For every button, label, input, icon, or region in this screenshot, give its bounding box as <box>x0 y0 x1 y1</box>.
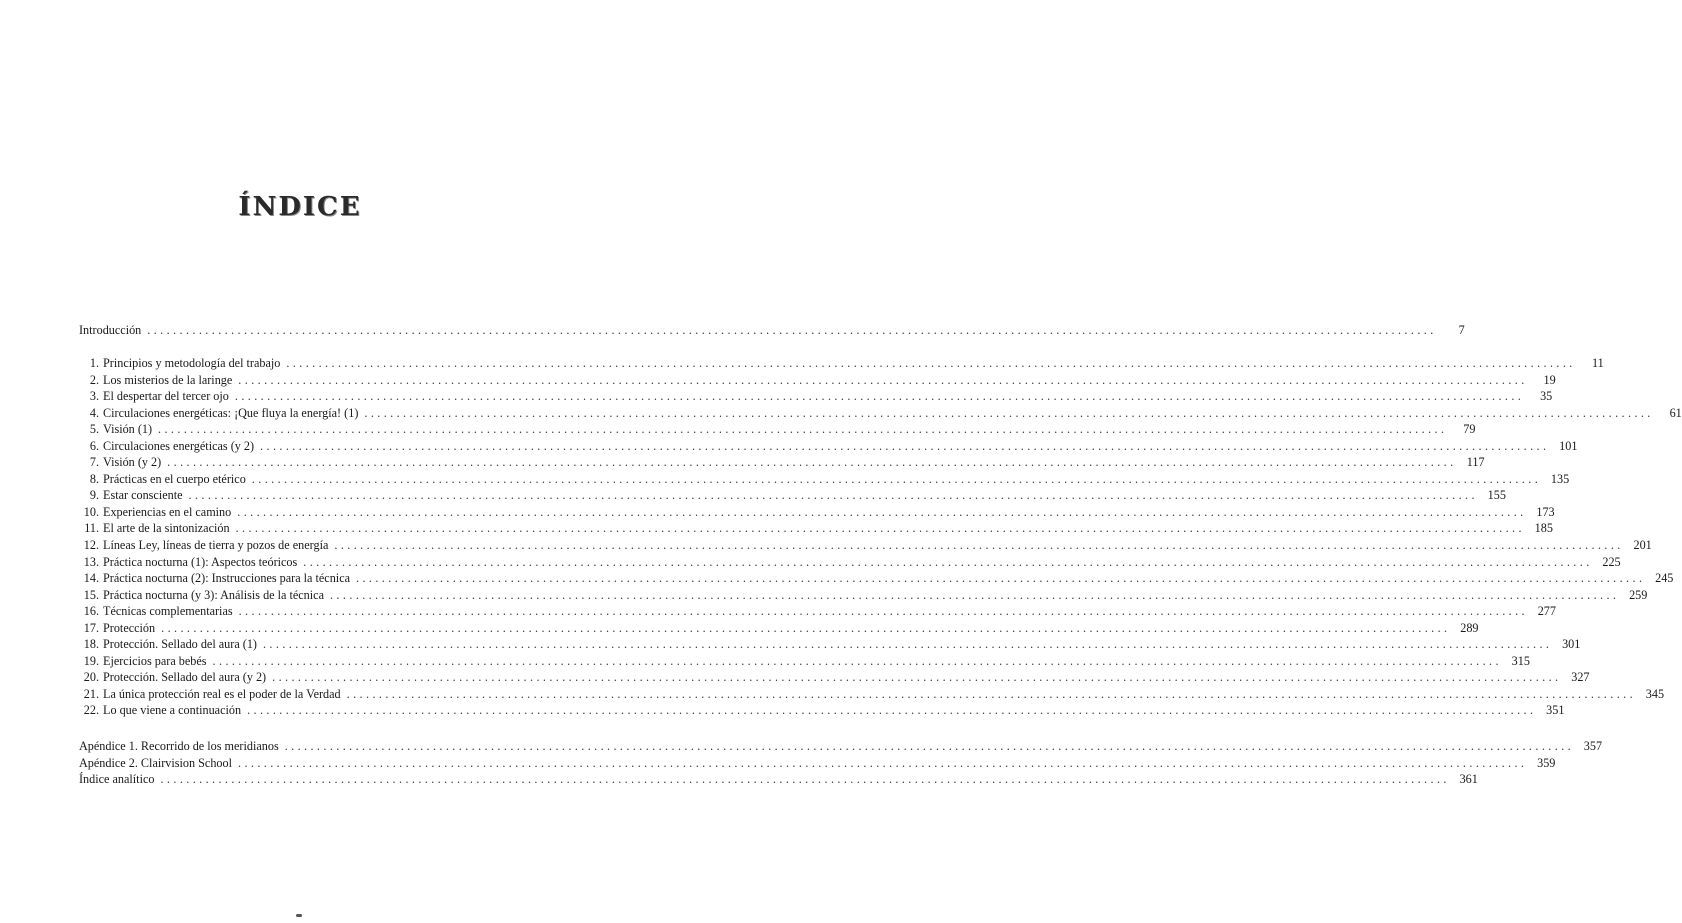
leader-dots: ........................................................................................................................................................................................................ <box>238 604 1528 619</box>
toc-entry-number: 3. <box>89 389 99 404</box>
toc-entry-label: El arte de la sintonización <box>103 521 230 536</box>
leader-dots: ........................................................................................................................................................................................................ <box>247 703 1537 718</box>
toc-entry-label: Introducción <box>79 323 142 337</box>
toc-entry-label: Estar consciente <box>103 488 183 503</box>
leader-dots: ........................................................................................................................................................................................................ <box>158 422 1448 437</box>
toc-entry-page: 79 <box>1463 422 1476 437</box>
toc-entry-page: 19 <box>1543 372 1556 387</box>
toc-entry-label: Circulaciones energéticas: ¡Que fluya la energía! (1) <box>103 405 359 420</box>
leader-dots: ........................................................................................................................................................................................................ <box>235 521 1525 536</box>
toc-entry <box>79 603 1556 620</box>
toc-entry-label: Experiencias en el camino <box>103 504 232 519</box>
toc-entry-page: 359 <box>1537 755 1556 770</box>
toc-entry-page: 101 <box>1559 438 1578 453</box>
toc-entry-number: 11. <box>84 521 99 536</box>
toc-entry-page: 301 <box>1562 637 1581 652</box>
toc-entry <box>79 702 1565 719</box>
toc-entry-label: Visión (1) <box>103 422 153 437</box>
toc-entry-page: 185 <box>1534 521 1553 536</box>
page-title: ÍNDICE <box>238 192 362 222</box>
toc-entry-number: 10. <box>83 504 99 519</box>
toc-appendices <box>79 738 1603 788</box>
toc-entry-page: 11 <box>1592 356 1604 370</box>
leader-dots: ........................................................................................................................................................................................................ <box>212 653 1502 668</box>
toc-entry-number: 19. <box>83 653 99 668</box>
toc-entry-page: 361 <box>1459 772 1478 787</box>
toc-entry-page: 277 <box>1537 604 1556 619</box>
toc-entry <box>79 669 1590 686</box>
toc-chapters <box>79 355 1682 719</box>
toc-entry-label: Práctica nocturna (y 3): Análisis de la técnica <box>103 587 324 602</box>
toc-entry-page: 35 <box>1540 389 1553 404</box>
toc-entry-label: La única protección real es el poder de la Verdad <box>103 686 341 701</box>
toc-entry-label: Práctica nocturna (2): Instrucciones para la técnica <box>103 571 351 586</box>
toc-intro <box>79 322 1465 339</box>
toc-entry <box>79 738 1603 755</box>
toc-entry <box>79 570 1674 587</box>
leader-dots: ........................................................................................................................................................................................................ <box>160 772 1450 787</box>
toc-entry-page: 345 <box>1645 686 1665 701</box>
toc-entry-label: Protección <box>103 620 156 635</box>
toc-entry-label: Práctica nocturna (1): Aspectos teóricos <box>103 554 298 569</box>
toc-entry-page: 61 <box>1669 405 1682 420</box>
toc-entry <box>79 355 1604 372</box>
toc-entry-label: Líneas Ley, líneas de tierra y pozos de energía <box>103 538 329 553</box>
toc-entry-page: 155 <box>1487 488 1506 503</box>
leader-dots: ........................................................................................................................................................................................................ <box>238 372 1528 387</box>
leader-dots: ........................................................................................................................................................................................................ <box>260 438 1550 453</box>
toc-entry-number: 4. <box>89 405 99 420</box>
leader-dots: ........................................................................................................................................................................................................ <box>284 739 1575 753</box>
toc-entry-label: El despertar del tercer ojo <box>103 389 229 404</box>
toc-entry-page: 135 <box>1550 471 1570 486</box>
toc-entry <box>79 520 1553 537</box>
toc-entry <box>79 322 1465 339</box>
toc-entry-page: 351 <box>1546 703 1565 718</box>
toc-entry-page: 201 <box>1633 538 1652 553</box>
leader-dots: ........................................................................................................................................................................................................ <box>364 405 1654 420</box>
toc-entry-page: 117 <box>1466 455 1485 470</box>
toc-entry <box>79 636 1581 653</box>
toc-entry <box>79 388 1553 405</box>
toc-entry-page: 225 <box>1602 554 1621 569</box>
toc-entry-number: 15. <box>83 587 99 602</box>
toc-entry <box>79 438 1578 455</box>
toc-entry-page: 259 <box>1629 587 1648 602</box>
leader-dots: ........................................................................................................................................................................................................ <box>346 686 1637 701</box>
toc-entry-number: 2. <box>89 372 99 387</box>
leader-dots: ........................................................................................................................................................................................................ <box>303 554 1593 569</box>
toc-entry-number: 14. <box>83 571 99 586</box>
toc-entry <box>79 554 1621 571</box>
toc-entry-label: Principios y metodología del trabajo <box>103 356 281 370</box>
leader-dots: ........................................................................................................................................................................................................ <box>167 455 1457 470</box>
leader-dots: ........................................................................................................................................................................................................ <box>272 670 1562 685</box>
leader-dots: ........................................................................................................................................................................................................ <box>238 755 1528 770</box>
toc-entry-number: 18. <box>83 637 99 652</box>
toc-entry <box>79 653 1530 670</box>
toc-entry-number: 22. <box>83 703 99 718</box>
toc-entry <box>79 771 1478 788</box>
toc-entry-label: Ejercicios para bebés <box>103 653 207 668</box>
toc-entry-page: 357 <box>1583 739 1603 753</box>
toc-entry-number: 9. <box>89 488 99 503</box>
toc-entry-page: 173 <box>1536 504 1555 519</box>
toc-entry-label: Visión (y 2) <box>103 455 162 470</box>
toc-entry <box>79 405 1682 422</box>
leader-dots: ........................................................................................................................................................................................................ <box>161 620 1451 635</box>
toc-entry <box>79 372 1556 389</box>
toc-entry-label: Protección. Sellado del aura (y 2) <box>103 670 267 685</box>
toc-entry-number: 5. <box>89 422 99 437</box>
toc-entry <box>79 755 1556 772</box>
leader-dots: ........................................................................................................................................................................................................ <box>251 471 1542 486</box>
toc-entry-page: 327 <box>1571 670 1590 685</box>
toc-entry-number: 16. <box>83 604 99 619</box>
toc-entry-page: 245 <box>1655 571 1674 586</box>
toc-entry-label: Lo que viene a continuación <box>103 703 242 718</box>
leader-dots: ........................................................................................................................................................................................................ <box>286 356 1576 370</box>
toc-entry-number: 12. <box>83 538 99 553</box>
toc-entry-page: 7 <box>1458 323 1465 337</box>
leader-dots: ........................................................................................................................................................................................................ <box>147 323 1437 337</box>
toc-entry <box>79 686 1665 703</box>
toc-entry-number: 6. <box>89 438 99 453</box>
leader-dots: ........................................................................................................................................................................................................ <box>237 504 1527 519</box>
toc-entry-number: 17. <box>83 620 99 635</box>
toc-entry <box>79 454 1485 471</box>
toc-entry-number: 21. <box>83 686 99 701</box>
toc-entry-number: 1. <box>89 356 99 370</box>
toc-entry-label: Protección. Sellado del aura (1) <box>103 637 257 652</box>
toc-entry-page: 315 <box>1511 653 1530 668</box>
toc-entry-label: Los misterios de la laringe <box>103 372 233 387</box>
toc-entry-number: 20. <box>83 670 99 685</box>
toc-entry <box>79 504 1555 521</box>
toc-entry-number: 13. <box>83 554 99 569</box>
toc-entry <box>79 620 1479 637</box>
toc-entry-label: Circulaciones energéticas (y 2) <box>103 438 255 453</box>
page-mark <box>296 914 302 917</box>
toc-entry-label: Técnicas complementarias <box>103 604 233 619</box>
toc-entry-label: Índice analítico <box>79 772 155 787</box>
leader-dots: ........................................................................................................................................................................................................ <box>329 587 1620 602</box>
toc-entry <box>79 421 1476 438</box>
leader-dots: ........................................................................................................................................................................................................ <box>262 637 1553 652</box>
leader-dots: ........................................................................................................................................................................................................ <box>356 571 1646 586</box>
leader-dots: ........................................................................................................................................................................................................ <box>234 389 1525 404</box>
toc-entry <box>79 471 1570 488</box>
toc-entry-number: 7. <box>89 455 99 470</box>
toc-entry <box>79 487 1506 504</box>
toc-entry-page: 289 <box>1460 620 1479 635</box>
leader-dots: ........................................................................................................................................................................................................ <box>188 488 1478 503</box>
leader-dots: ........................................................................................................................................................................................................ <box>334 538 1624 553</box>
toc-entry-label: Apéndice 1. Recorrido de los meridianos <box>79 739 279 753</box>
toc-entry-label: Apéndice 2. Clairvision School <box>79 755 232 770</box>
toc-entry-label: Prácticas en el cuerpo etérico <box>103 471 246 486</box>
toc-entry-number: 8. <box>89 471 99 486</box>
toc-entry <box>79 587 1648 604</box>
toc-entry <box>79 537 1652 554</box>
